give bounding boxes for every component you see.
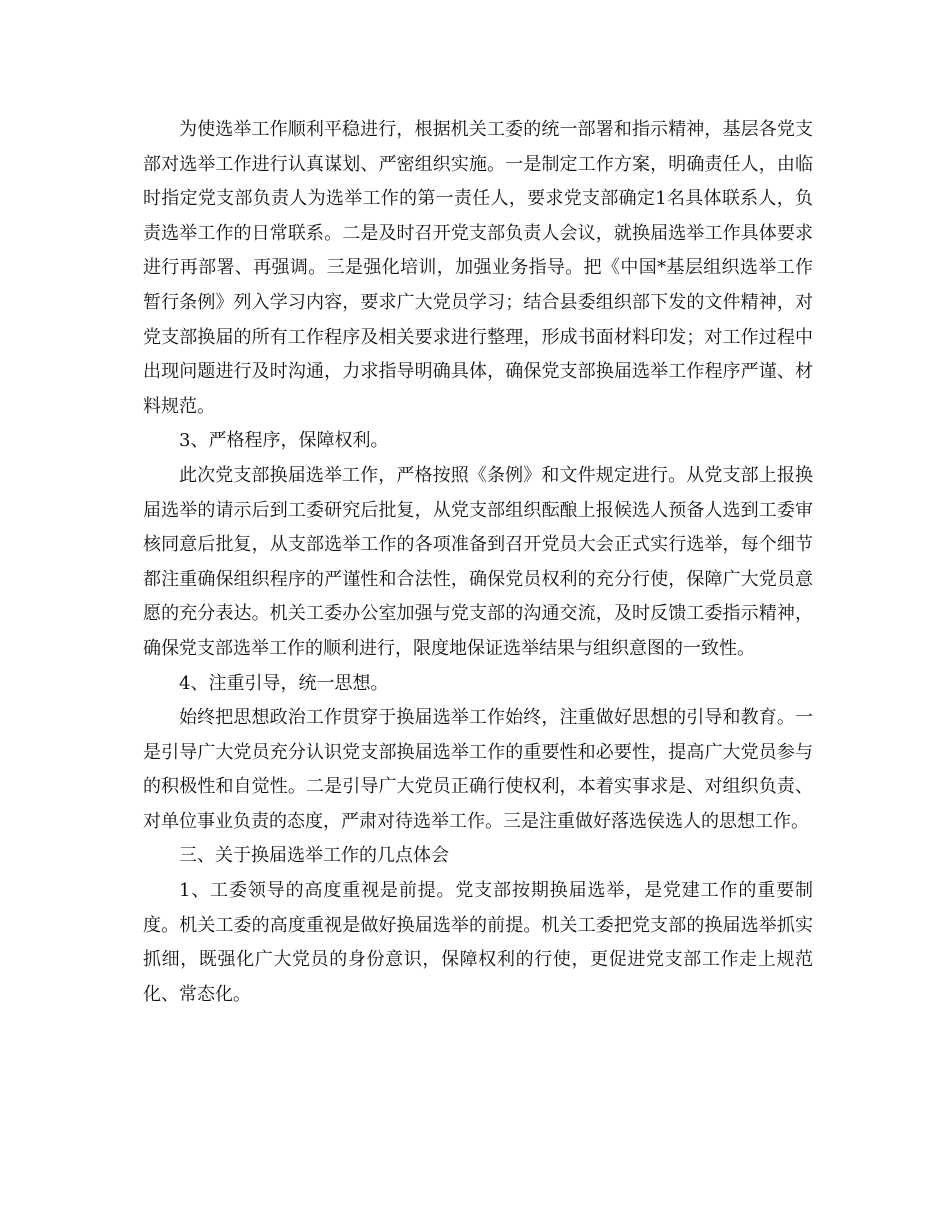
document-page (143, 113, 813, 1012)
paragraph-election-organization: 为使选举工作顺利平稳进行，根据机关工委的统一部署和指示精神，基层各党支部对选举工作进行认真谋划、严密组织实施。一是制定工作方案，明确责任人，由临时指定党支部负责人为选举工作的第一责任人，要求党支部确定1名具体联系人，负责选举工作的日常联系。二是及时召开党支部负责人会议，就换届选举工作具体要求进行再部署、再强调。三是强化培训，加强业务指导。把《中国*基层组织选举工作暂行条例》列入学习内容，要求广大党员学习；结合县委组织部下发的文件精神，对党支部换届的所有工作程序及相关要求进行整理，形成书面材料印发；对工作过程中出现问题进行及时沟通，力求指导明确具体，确保党支部换届选举工作程序严谨、材料规范。 (143, 119, 813, 417)
paragraph-strict-procedure: 此次党支部换届选举工作，严格按照《条例》和文件规定进行。从党支部上报换届选举的请示后到工委研究后批复，从党支部组织酝酿上报候选人预备人选到工委审核同意后批复，从支部选举工作的各项准备到召开党员大会正式实行选举，每个细节都注重确保组织程序的严谨性和合法性，确保党员权利的充分行使，保障广大党员意愿的充分表达。机关工委办公室加强与党支部的沟通交流，及时反馈工委指示精神，确保党支部选举工作的顺利进行，限度地保证选举结果与组织意图的一致性。 (143, 464, 813, 659)
heading-experience: 三、关于换届选举工作的几点体会 (179, 845, 449, 867)
paragraph-guidance: 始终把思想政治工作贯穿于换届选举工作始终，注重做好思想的引导和教育。一是引导广大党员充分认识党支部换届选举工作的重要性和必要性，提高广大党员参与的积极性和自觉性。二是引导广大党员正确行使权利，本着实事求是、对组织负责、对单位事业负责的态度，严肃对待选举工作。三是注重做好落选侯选人的思想工作。 (143, 707, 813, 832)
paragraph-leadership: 1、工委领导的高度重视是前提。党支部按期换届选举，是党建工作的重要制度。机关工委的高度重视是做好换届选举的前提。机关工委把党支部的换届选举抓实抓细，既强化广大党员的身份意识，保障权利的行使，更促进党支部工作走上规范化、常态化。 (143, 880, 813, 1005)
heading-strict-procedure: 3、严格程序，保障权利。 (179, 430, 389, 452)
heading-guidance: 4、注重引导，统一思想。 (179, 672, 389, 694)
